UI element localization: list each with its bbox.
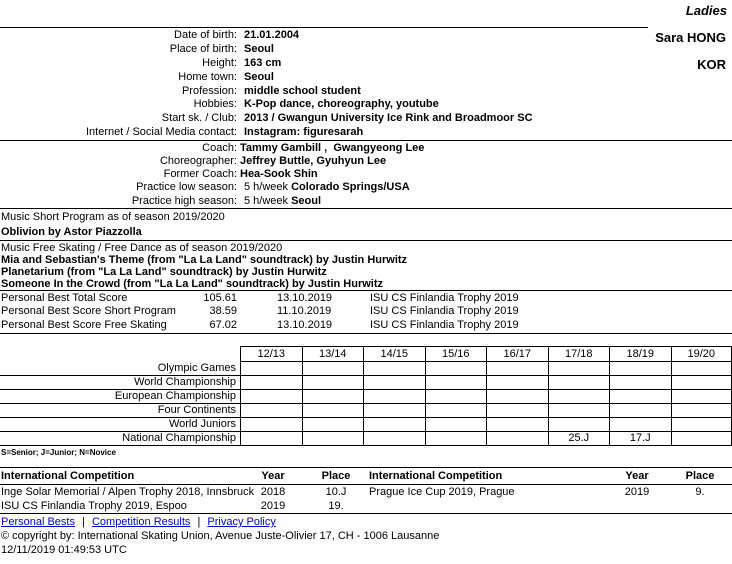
info-value: 163 cm: [244, 56, 282, 69]
info-row-choreographer: [0, 155, 732, 168]
personal-info-section: [0, 29, 732, 140]
pb-score: 105.61: [203, 291, 237, 304]
competitions-right-table: [366, 469, 732, 500]
coaching-info-section: [0, 142, 732, 208]
generation-timestamp: 12/11/2019 01:49:53 UTC: [1, 544, 127, 556]
info-value: Seoul: [244, 42, 274, 55]
info-label: Practice low season:: [136, 181, 237, 194]
comp-header-name: International Competition: [1, 470, 135, 482]
info-row-social-media: [0, 126, 732, 140]
season-result-value: 25.J: [548, 432, 610, 446]
personal-bests-link[interactable]: Personal Bests: [1, 516, 75, 528]
season-row-four-continents: [0, 404, 732, 418]
comp-place: 9.: [695, 486, 705, 498]
footer-links: [1, 516, 276, 529]
pb-event: ISU CS Finlandia Trophy 2019: [370, 291, 519, 304]
info-label: Date of birth:: [174, 29, 237, 41]
info-value: middle school student: [244, 84, 361, 97]
info-row-start-club: [0, 112, 732, 126]
info-label: Profession:: [181, 84, 237, 97]
competitions-header-row: [366, 469, 732, 484]
comp-header-year: Year: [261, 470, 285, 482]
info-label: Start sk. / Club:: [161, 112, 237, 125]
info-label: Choreographer:: [159, 154, 237, 167]
comp-place: 19.: [328, 499, 344, 512]
pb-label: Personal Best Total Score: [1, 291, 128, 304]
info-label: Internet / Social Media contact:: [85, 126, 237, 139]
info-value: Instagram: figuresarah: [244, 126, 364, 139]
season-row-label: World Championship: [0, 376, 240, 390]
music-track: Someone In the Crowd (from "La La Land" soundtrack) by Justin Hurwitz: [1, 278, 384, 291]
season-column-header: 14/15: [363, 346, 425, 362]
season-results-table: [0, 346, 732, 446]
music-short-program-section: [0, 210, 732, 240]
competitions-left-table: [0, 469, 366, 514]
info-value: Colorado Springs/USA: [291, 181, 410, 194]
pb-event: ISU CS Finlandia Trophy 2019: [370, 319, 519, 332]
link-separator: |: [197, 516, 201, 528]
competitions-header-row: [0, 469, 366, 484]
music-short-program-heading: Music Short Program as of season 2019/2020: [1, 210, 225, 223]
info-label: Practice high season:: [131, 194, 237, 207]
info-label: Height:: [202, 56, 237, 69]
comp-header-place: Place: [685, 470, 715, 482]
info-value-prefix: 5 h/week: [244, 181, 292, 194]
skater-name: Sara HONG: [655, 30, 726, 45]
season-row-label: National Championship: [0, 432, 240, 446]
personal-best-row: [0, 305, 732, 319]
nation-code: KOR: [697, 57, 726, 72]
comp-name: Prague Ice Cup 2019, Prague: [369, 486, 515, 498]
info-label: Place of birth:: [169, 42, 237, 55]
info-label: Home town:: [178, 70, 237, 83]
music-track: Oblivion by Astor Piazzolla: [1, 225, 142, 238]
competition-row: [0, 500, 366, 514]
comp-header-name: International Competition: [369, 470, 503, 482]
personal-best-row: [0, 319, 732, 333]
comp-name: ISU CS Finlandia Trophy 2019, Espoo: [1, 499, 187, 512]
season-header-spacer: [0, 346, 240, 362]
season-row-national-championship: [0, 432, 732, 446]
divider-competitions-top: [0, 467, 732, 468]
info-row-practice-high: [0, 195, 732, 208]
info-row-practice-low: [0, 181, 732, 194]
season-result-value: 17.J: [609, 432, 671, 446]
season-column-header: 15/16: [425, 346, 487, 362]
music-track: Mia and Sebastian's Theme (from "La La Land" soundtrack) by Justin Hurwitz: [1, 253, 408, 266]
pb-date: 13.10.2019: [277, 319, 333, 332]
pb-score: 67.02: [209, 319, 237, 332]
category-title: Ladies: [685, 3, 727, 18]
pb-date: 13.10.2019: [277, 291, 333, 304]
pb-event: ISU CS Finlandia Trophy 2019: [370, 305, 519, 318]
comp-year: 2018: [260, 486, 286, 498]
comp-year: 2019: [260, 499, 286, 512]
personal-bests-section: [0, 292, 732, 333]
info-row-height: [0, 57, 732, 71]
info-row-date-of-birth: [0, 29, 732, 43]
competition-results-link[interactable]: Competition Results: [91, 516, 191, 528]
info-row-coach: [0, 142, 732, 155]
info-value: Seoul: [291, 194, 322, 207]
season-column-header: 17/18: [548, 346, 610, 362]
info-row-hobbies: [0, 98, 732, 112]
info-row-place-of-birth: [0, 43, 732, 57]
info-row-former-coach: [0, 168, 732, 181]
info-row-profession: [0, 85, 732, 99]
music-free-skating-heading: Music Free Skating / Free Dance as of season 2019/2020: [1, 241, 283, 254]
header-divider: [0, 27, 648, 28]
season-row-olympic-games: [0, 362, 732, 376]
comp-header-year: Year: [625, 470, 649, 482]
season-row-label: World Juniors: [0, 418, 240, 432]
pb-label: Personal Best Score Free Skating: [1, 319, 167, 332]
season-row-label: Olympic Games: [0, 362, 240, 376]
info-value: Seoul: [244, 70, 274, 83]
pb-label: Personal Best Score Short Program: [1, 305, 176, 318]
season-column-header: 16/17: [486, 346, 548, 362]
comp-header-place: Place: [321, 470, 351, 482]
copyright-notice: © copyright by: International Skating Union, Avenue Juste-Olivier 17, CH - 1006 Lausanne: [1, 530, 440, 542]
season-row-label: Four Continents: [0, 404, 240, 418]
season-column-header: 18/19: [609, 346, 671, 362]
season-row-label: European Championship: [0, 390, 240, 404]
comp-place: 10.J: [325, 486, 347, 498]
season-column-header: 13/14: [302, 346, 364, 362]
info-label: Coach:: [202, 141, 237, 154]
info-value: Hea-Sook Shin: [240, 168, 318, 181]
link-separator: |: [82, 516, 85, 528]
season-row-world-juniors: [0, 418, 732, 432]
competition-row: [366, 486, 732, 500]
comp-name: Inge Solar Memorial / Alpen Trophy 2018, Innsbruck: [1, 486, 255, 498]
divider-bests-bottom: [0, 333, 732, 334]
music-track: Planetarium (from "La La Land" soundtrack) by Justin Hurwitz: [1, 265, 327, 278]
info-value: Jeffrey Buttle, Gyuhyun Lee: [240, 154, 387, 167]
season-column-header: 12/13: [240, 346, 302, 362]
info-value: 21.01.2004: [244, 29, 300, 41]
level-legend: S=Senior; J=Junior; N=Novice: [1, 448, 116, 457]
info-value: Tammy Gambill , Gwangyeong Lee: [240, 141, 425, 154]
info-value: K-Pop dance, choreography, youtube: [244, 98, 439, 111]
info-label: Former Coach:: [163, 168, 237, 181]
season-row-european-championship: [0, 390, 732, 404]
info-value: 2013 / Gwangun University Ice Rink and Broadmoor SC: [244, 112, 533, 125]
comp-year: 2019: [624, 486, 650, 498]
season-row-world-championship: [0, 376, 732, 390]
personal-best-row: [0, 292, 732, 306]
season-column-header: 19/20: [671, 346, 732, 362]
info-value-prefix: 5 h/week: [244, 194, 292, 207]
pb-score: 38.59: [209, 305, 237, 318]
season-table-header-row: [0, 346, 732, 362]
privacy-policy-link[interactable]: Privacy Policy: [207, 516, 276, 528]
competition-row: [0, 486, 366, 500]
music-free-skating-section: [0, 242, 732, 291]
info-row-home-town: [0, 71, 732, 85]
pb-date: 11.10.2019: [277, 305, 332, 318]
info-label: Hobbies:: [193, 98, 237, 111]
